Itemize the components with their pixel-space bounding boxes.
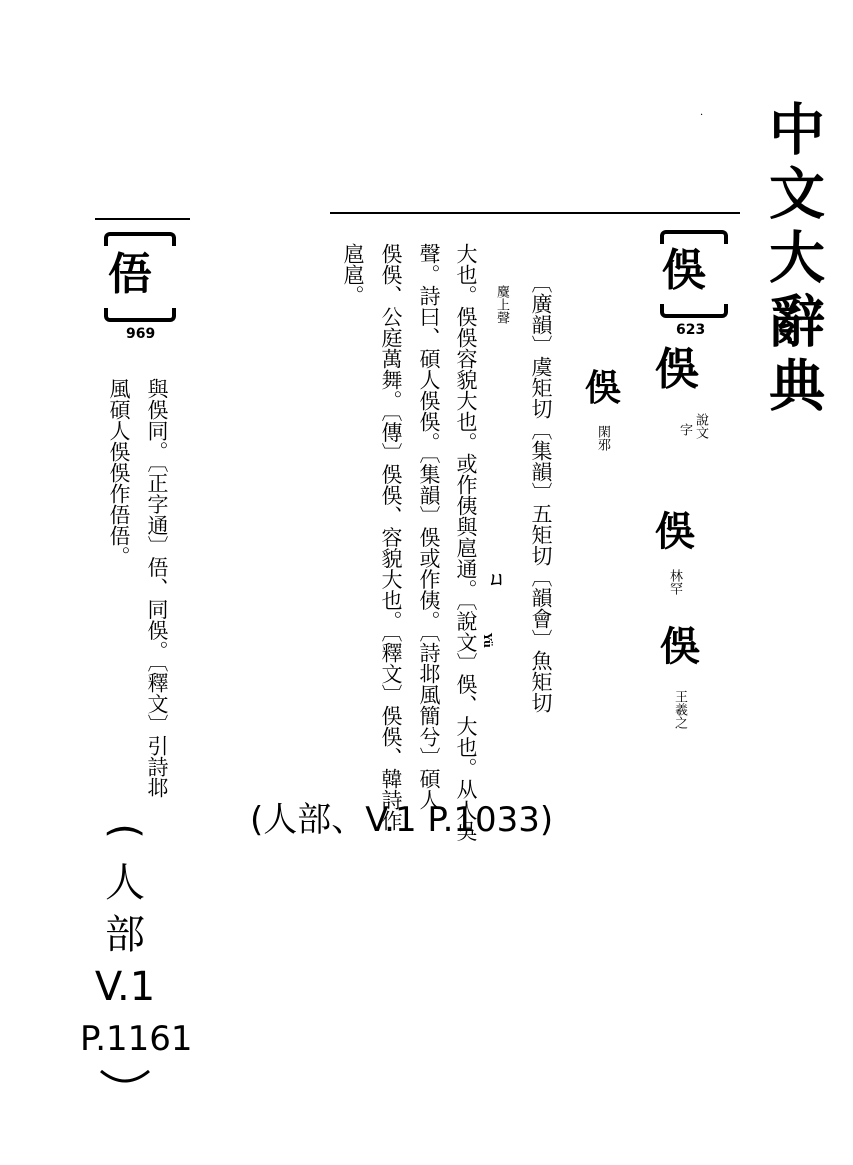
entry1-bracket-top <box>660 230 728 244</box>
entry1-col-1: 〔廣韻〕虞矩切〔集韻〕五矩切〔韻會〕魚矩切 <box>529 272 553 713</box>
handwritten-char-1: 人 <box>105 860 145 906</box>
handwritten-page: P.1161 <box>80 1019 193 1059</box>
entry1-zhuyin: ㄩ <box>488 569 506 590</box>
entry2-bracket-bottom <box>104 308 176 322</box>
handwritten-vertical-note <box>80 805 193 1089</box>
glyph-linhan: 俁 <box>655 508 695 555</box>
handwritten-paren-top: ( <box>102 823 148 839</box>
glyph-sublabel: 字 <box>677 423 692 436</box>
glyph-label-wangxizhi: 王羲之 <box>672 690 687 729</box>
entry2-top-rule <box>95 218 190 220</box>
entry1-col-2: 麌上聲 <box>494 285 509 324</box>
entry2-number: 969 <box>126 326 156 342</box>
handwritten-volume: V.1 <box>94 964 156 1010</box>
entry2-col-1: 與俁同。〔正字通〕俉、同俁。〔釋文〕引詩邶 <box>145 378 169 798</box>
handwritten-horizontal-note: (人部、V.1 P.1033) <box>250 800 554 840</box>
speck: · <box>700 110 704 121</box>
handwritten-char-2: 部 <box>105 912 145 958</box>
entry1-bracket-bottom <box>660 304 728 318</box>
glyph-wangxizhi: 俁 <box>660 623 700 670</box>
entry1-col-4: 聲。詩曰、碩人俁俁。〔集韻〕俁或作侇。〔詩邶風簡兮〕碩人 <box>417 243 441 810</box>
entry2-headword: 俉 <box>108 249 152 300</box>
book-title: 中文大辭典 <box>760 100 825 420</box>
entry1-col-5: 俁俁、公庭萬舞。〔傳〕俁俁、容貌大也。〔釋文〕俁俁、韓詩作 <box>379 243 403 831</box>
glyph-label-shuowen: 說文 <box>693 413 708 439</box>
entry2-col-2: 風碩人俁俁作俉俉。 <box>107 378 131 567</box>
handwritten-paren-bottom <box>95 1065 155 1089</box>
glyph-xianxie: 俁 <box>585 367 622 409</box>
glyph-form-xianxie <box>585 360 621 451</box>
entry1-col-6: 扈扈。 <box>341 243 365 306</box>
entry1-top-rule <box>330 212 740 214</box>
glyph-form-linhan <box>655 500 695 595</box>
entry1-romanization: Yü <box>481 633 494 648</box>
glyph-label-linhan: 林罕 <box>667 569 682 595</box>
glyph-label-xianxie: 閑邪 <box>595 425 610 451</box>
entry2-bracket-top <box>104 232 176 246</box>
seal-glyph: 俁 <box>655 344 699 395</box>
glyph-form-shuowen <box>655 344 725 439</box>
glyph-form-wangxizhi <box>660 615 700 729</box>
entry1-headword: 俁 <box>662 245 706 296</box>
entry1-number: 623 <box>676 322 706 338</box>
entry1-col-3: 大也。俁俁容貌大也。或作侇與扈通。〔說文〕俁、大也。从人吳 <box>454 243 478 842</box>
